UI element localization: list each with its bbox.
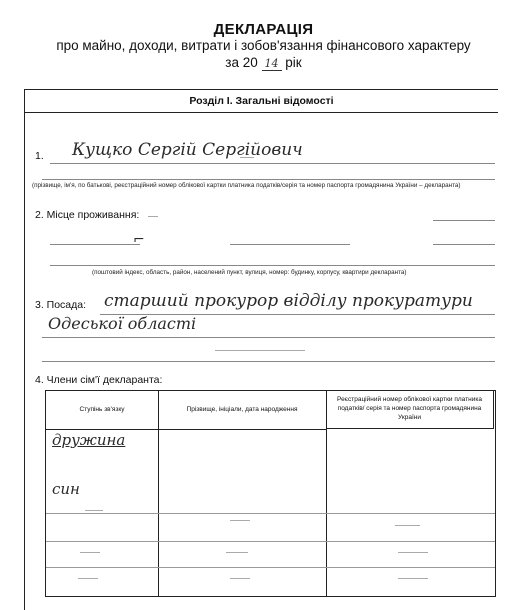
item3-label: 3. Посада: [35, 299, 87, 311]
year-prefix: за 20 [225, 55, 258, 70]
declaration-subtitle: про майно, доходи, витрати і зобов'язання фінансового характеру [56, 38, 471, 53]
item1-handwritten-name: Кущко Сергій Сергійович [72, 140, 303, 160]
item2-line-2a [50, 244, 140, 245]
column-header-name: Прізвище, ініціали, дата народження [158, 391, 327, 430]
table-row-1-relation: дружина [52, 431, 126, 449]
item2-line-2b [230, 244, 350, 245]
item1-number: 1. [35, 150, 44, 162]
item1-line-2 [42, 179, 495, 180]
item3-dash [215, 350, 305, 351]
item2-dash-mark: ⌐ [133, 232, 145, 248]
item3-line-3 [42, 361, 495, 362]
year-handwritten: 14 [262, 57, 282, 71]
column-header-tax-id: Реєстраційний номер облікової картки платника податків/ серія та номер паспорта громадянина України [326, 391, 494, 429]
item2-caption: (поштовий індекс, область, район, населений пункт, вулиця, номер: будинку, корпусу, квартири декларанта) [92, 269, 407, 276]
family-members-table [45, 390, 496, 597]
item2-line-3 [50, 265, 495, 266]
table-dash-2 [230, 520, 250, 521]
item3-handwritten-line-1: старший прокурор відділу прокуратури [104, 291, 473, 311]
table-dash-4 [80, 552, 100, 553]
table-dash-6 [398, 552, 428, 553]
table-dash-3 [395, 525, 420, 526]
table-dash-5 [226, 552, 248, 553]
row-divider-2 [46, 541, 495, 542]
table-dash-1 [85, 510, 103, 511]
item4-label: 4. Члени сім'ї декларанта: [35, 374, 163, 386]
year-suffix: рік [285, 55, 302, 70]
item2-label: 2. Місце проживання: [35, 209, 140, 221]
item1-line-1 [50, 163, 495, 164]
declaration-year [0, 55, 527, 70]
item2-dash-1 [148, 216, 158, 217]
item3-line-2 [42, 337, 495, 338]
table-dash-8 [230, 578, 250, 579]
item2-line-1 [433, 220, 495, 221]
row-divider-1 [46, 513, 495, 514]
table-row-2-relation: син [52, 480, 80, 498]
item1-dash [240, 157, 254, 158]
item1-caption: (прізвище, ім'я, по батькові, реєстраційний номер облікової картки платника податків/серія та номер паспорта громадянина України – декларанта) [32, 182, 461, 189]
column-header-relation: Ступінь зв'язку [46, 391, 159, 430]
item3-handwritten-line-2: Одеської області [48, 314, 197, 333]
item2-line-2c [433, 244, 495, 245]
section-title: Розділ І. Загальні відомості [25, 90, 498, 113]
table-dash-7 [78, 578, 98, 579]
table-dash-9 [398, 578, 428, 579]
row-divider-3 [46, 567, 495, 568]
declaration-title: ДЕКЛАРАЦІЯ [213, 21, 314, 38]
